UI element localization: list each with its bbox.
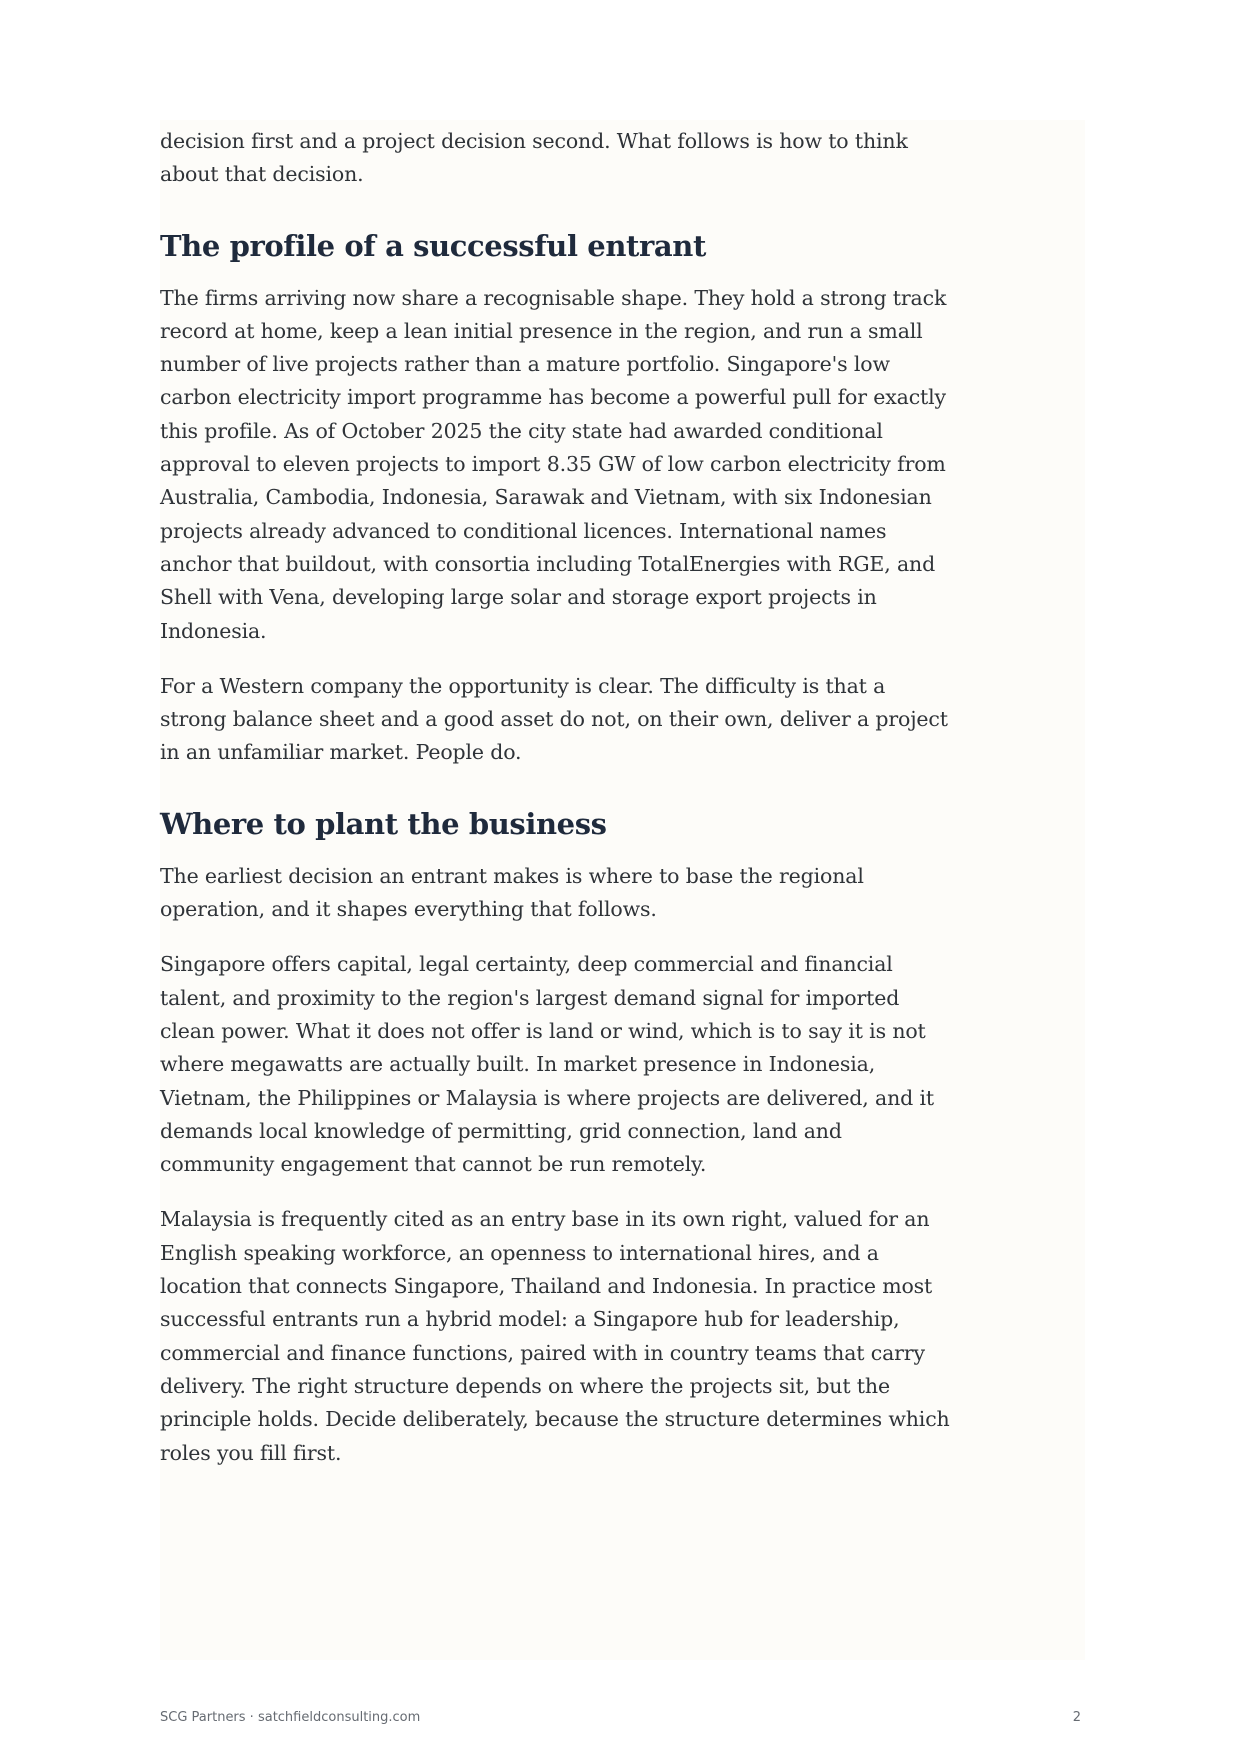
- document-body: [160, 125, 950, 1492]
- footer-page-number: 2: [1072, 1710, 1081, 1725]
- paragraph-where-2: Singapore offers capital, legal certainty, deep commercial and financial talent, and proximity to the region's largest demand signal for imported clean power. What it does not offer is land or wind, which is to say it is not where megawatts are actually built. In market presence in Indonesia, Vietnam, the Philippines or Malaysia is where projects are delivered, and it demands local knowledge of permitting, grid connection, land and community engagement that cannot be run remotely.: [160, 952, 934, 1177]
- paragraph-profile-2: For a Western company the opportunity is clear. The difficulty is that a strong balance sheet and a good asset do not, on their own, deliver a project in an unfamiliar market. People do.: [160, 673, 948, 765]
- footer-source: SCG Partners · satchfieldconsulting.com: [160, 1710, 421, 1725]
- section-heading-profile: The profile of a successful entrant: [160, 228, 706, 263]
- paragraph-where-1: The earliest decision an entrant makes is where to base the regional operation, and it shapes everything that follows.: [160, 863, 864, 922]
- paragraph-where-3: Malaysia is frequently cited as an entry base in its own right, valued for an English speaking workforce, an openness to international hires, and a location that connects Singapore, Thailand and Indonesia. In practice most successful entrants run a hybrid model: a Singapore hub for leadership, commercial and finance functions, paired with in country teams that carry delivery. The right structure depends on where the projects sit, but the principle holds. Decide deliberately, because the structure determines which roles you fill first.: [160, 1207, 950, 1465]
- paragraph-profile-1: The firms arriving now share a recognisable shape. They hold a strong track record at home, keep a lean initial presence in the region, and run a small number of live projects rather than a mature portfolio. Singapore's low carbon electricity import programme has become a powerful pull for exactly this profile. As of October 2025 the city state had awarded conditional approval to eleven projects to import 8.35 GW of low carbon electricity from Australia, Cambodia, Indonesia, Sarawak and Vietnam, with six Indonesian projects already advanced to conditional licences. International names anchor that buildout, with consortia including TotalEnergies with RGE, and Shell with Vena, developing large solar and storage export projects in Indonesia.: [160, 285, 947, 643]
- intro-paragraph: decision first and a project decision second. What follows is how to think about that decision.: [160, 129, 908, 187]
- section-heading-where: Where to plant the business: [160, 806, 607, 841]
